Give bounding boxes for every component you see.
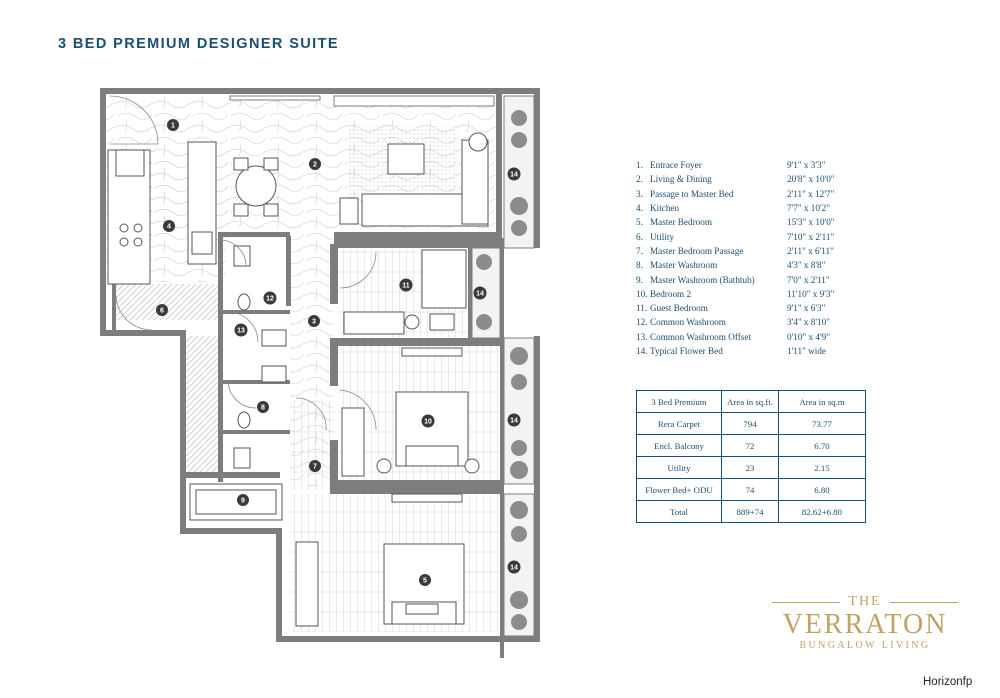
legend-row: 6. Utility 7'10" x 2'11"	[636, 231, 835, 242]
legend-row: 13. Common Washroom Offset 0'10" x 4'9"	[636, 331, 830, 342]
brand-the: THE	[848, 594, 882, 609]
area-table-row: Utility 23 2.15	[637, 457, 866, 479]
svg-text:3: 3	[312, 318, 316, 326]
legend-row: 7. Master Bedroom Passage 2'11" x 6'11"	[636, 245, 834, 256]
room-tag-14a	[508, 168, 521, 181]
legend-row: 1. Entrace Foyer 9'1" x 3'3"	[636, 160, 826, 171]
brand-tagline: BUNGALOW LIVING	[799, 640, 931, 651]
legend-row: 10. Bedroom 2 11'10" x 9'3"	[636, 288, 835, 299]
watermark: Horizonfp	[923, 676, 973, 688]
brand-logo	[760, 594, 970, 651]
svg-text:6: 6	[160, 307, 164, 315]
area-table-row: Flower Bed+ ODU 74 6.80	[637, 479, 866, 501]
master-passage-floor	[292, 400, 336, 490]
room-tag-14c	[508, 414, 521, 427]
room-tag-9	[237, 494, 249, 506]
legend-row: 12. Common Washroom 3'4" x 8'10"	[636, 317, 830, 328]
svg-text:13: 13	[237, 327, 245, 335]
brand-name: VERRATON	[782, 609, 948, 640]
room-tag-5	[419, 574, 431, 586]
legend-row: 14. Typical Flower Bed 1'11" wide	[636, 346, 827, 356]
room-tag-13	[235, 324, 248, 337]
room-tag-4	[163, 220, 175, 232]
room-tag-6	[156, 304, 168, 316]
utility-floor	[112, 284, 222, 320]
page-title: 3 BED PREMIUM DESIGNER SUITE	[58, 36, 339, 52]
svg-text:14: 14	[510, 564, 518, 572]
area-table	[636, 390, 866, 523]
legend-row: 2. Living & Dining 20'8" x 10'0"	[636, 174, 835, 185]
area-table-row: Rera Carpet 794 73.77	[637, 413, 866, 435]
legend-row: 4. Kitchen 7'7" x 10'2"	[636, 203, 830, 214]
area-table-row: Encl. Balcony 72 6.70	[637, 435, 866, 457]
svg-text:14: 14	[476, 290, 484, 298]
room-tag-1	[167, 119, 179, 131]
room-tag-8	[257, 401, 269, 413]
legend-row: 5. Master Bedroom 15'3" x 10'0"	[636, 217, 835, 228]
room-legend	[636, 158, 876, 358]
legend-row: 11. Guest Bedroom 9'1" x 6'3"	[636, 303, 826, 314]
legend-row: 8. Master Washroom 4'3" x 8'8"	[636, 260, 826, 271]
room-tag-7	[309, 460, 321, 472]
svg-text:9: 9	[241, 497, 245, 505]
legend-row: 3. Passage to Master Bed 2'11" x 12'7"	[636, 188, 835, 199]
svg-text:4: 4	[167, 223, 171, 231]
balcony-strip	[186, 336, 222, 476]
room-tag-14e	[0, 0, 8, 2]
area-table-row: Total 889+74 82.62+6.80	[637, 501, 866, 523]
legend-row: 9. Master Washroom (Bathtub) 7'0" x 2'11"	[636, 274, 830, 285]
area-table-header: 3 Bed Premium Area in sq.ft. Area in sq.m	[637, 391, 866, 413]
svg-text:2: 2	[313, 161, 317, 169]
room-tag-14b	[474, 287, 487, 300]
room-tag-12	[264, 292, 277, 305]
svg-text:10: 10	[424, 418, 432, 426]
svg-text:11: 11	[402, 282, 410, 290]
svg-text:14: 14	[510, 171, 518, 179]
svg-text:1: 1	[171, 122, 175, 130]
room-tag-11	[400, 279, 413, 292]
svg-text:12: 12	[266, 295, 274, 303]
svg-text:14: 14	[510, 417, 518, 425]
svg-text:8: 8	[261, 404, 265, 412]
room-tag-14d	[508, 561, 521, 574]
room-tag-2	[309, 158, 321, 170]
svg-text:5: 5	[423, 577, 427, 585]
room-tag-3	[308, 315, 320, 327]
svg-text:7: 7	[313, 463, 317, 471]
room-tag-10	[422, 415, 435, 428]
